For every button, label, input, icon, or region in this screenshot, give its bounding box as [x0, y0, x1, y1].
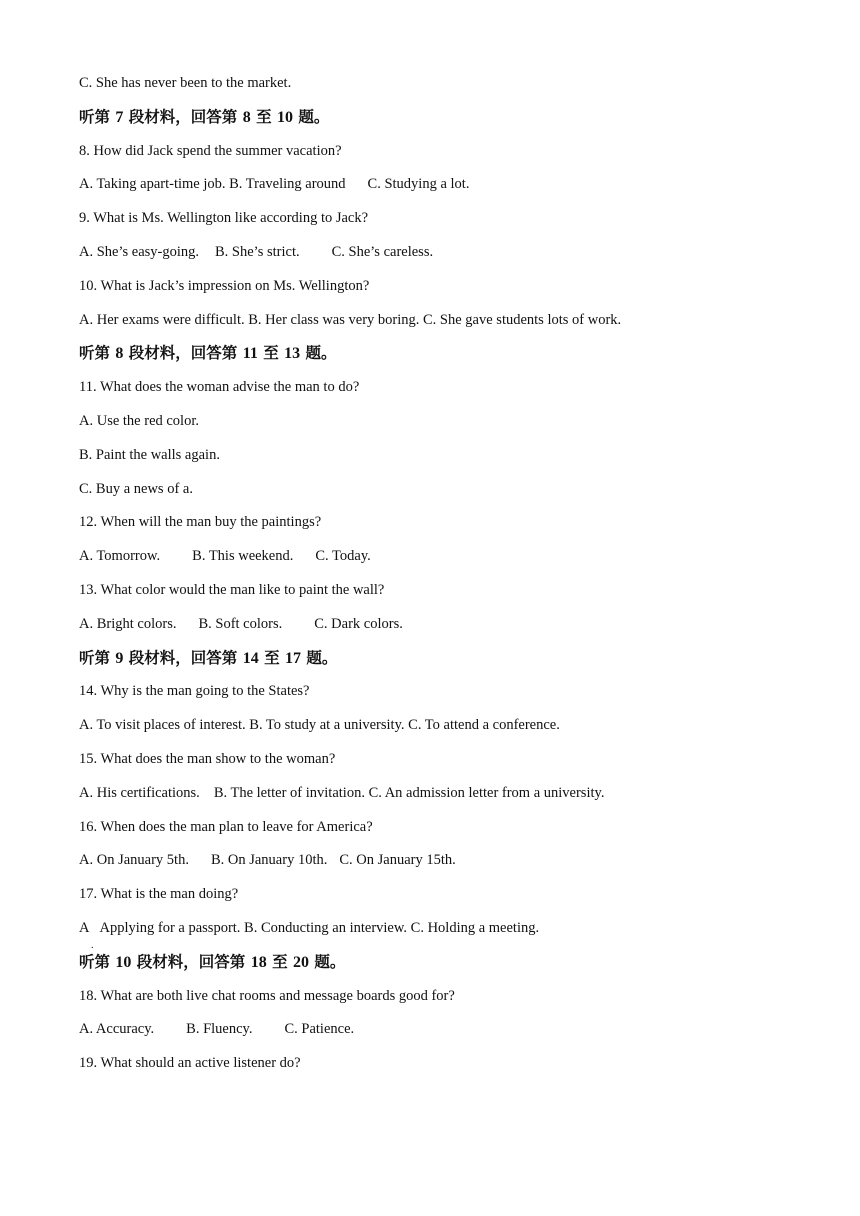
option-a: A. Bright colors.	[79, 615, 177, 632]
option-c: C. She’s careless.	[331, 243, 434, 260]
options-14: A. To visit places of interest. B. To study at a university. C. To attend a conference.	[79, 717, 560, 734]
section-heading-8: 听第 8 段材料，回答第 11 至 13 题。	[79, 344, 337, 363]
section-heading-9: 听第 9 段材料，回答第 14 至 17 题。	[79, 648, 338, 667]
question-17: 17. What is the man doing?	[79, 886, 239, 903]
options-13	[79, 613, 819, 647]
question-8: 8. How did Jack spend the summer vacation?	[79, 142, 342, 159]
option-c: C. Patience.	[284, 1021, 355, 1038]
options-10: A. Her exams were difficult. B. Her class was very boring. C. She gave students lots of work.	[79, 311, 622, 328]
option-a: A. On January 5th.	[79, 852, 189, 869]
option-b: B. Fluency.	[186, 1021, 253, 1038]
section-heading-10: 听第 10 段材料，回答第 18 至 20 题。	[79, 952, 346, 971]
options-17	[79, 917, 819, 951]
option-11-a: A. Use the red color.	[79, 412, 199, 429]
question-14: 14. Why is the man going to the States?	[79, 683, 310, 700]
question-13: 13. What color would the man like to paint the wall?	[79, 581, 385, 598]
option-line: C. She has never been to the market.	[79, 75, 292, 91]
option-a: A. His certifications.	[79, 784, 200, 801]
option-b: B. Soft colors.	[198, 615, 283, 632]
option-a-b-c: Applying for a passport. B. Conducting an interview. C. Holding a meeting.	[99, 919, 540, 936]
option-c: C. On January 15th.	[339, 852, 456, 869]
option-c: C. Today.	[315, 548, 371, 565]
section-heading-7: 听第 7 段材料，回答第 8 至 10 题。	[79, 107, 330, 126]
document-page	[79, 72, 819, 1086]
option-c: C. Dark colors.	[314, 615, 403, 632]
option-b: B. On January 10th.	[210, 852, 328, 869]
options-12	[79, 545, 819, 579]
option-b: B. She’s strict.	[215, 243, 300, 260]
option-b-c: B. The letter of invitation. C. An admission letter from a university.	[213, 784, 605, 801]
question-19: 19. What should an active listener do?	[79, 1055, 301, 1072]
option-a-letter: A	[79, 919, 90, 936]
question-12: 12. When will the man buy the paintings?	[79, 514, 322, 531]
question-11: 11. What does the woman advise the man to do?	[79, 379, 360, 396]
option-b: B. This weekend.	[192, 548, 294, 565]
options-16	[79, 849, 819, 883]
question-9: 9. What is Ms. Wellington like according to Jack?	[79, 210, 369, 227]
question-15: 15. What does the man show to the woman?	[79, 750, 336, 767]
option-11-c: C. Buy a news of a.	[79, 480, 193, 497]
option-a: A. Accuracy.	[79, 1021, 155, 1038]
question-10: 10. What is Jack’s impression on Ms. Wellington?	[79, 277, 370, 294]
options-8	[79, 173, 819, 207]
option-c: C. Studying a lot.	[367, 176, 470, 193]
options-9	[79, 241, 819, 275]
stray-dot: .	[91, 939, 94, 951]
options-18	[79, 1018, 819, 1052]
option-11-b: B. Paint the walls again.	[79, 446, 220, 463]
question-16: 16. When does the man plan to leave for America?	[79, 818, 373, 835]
question-18: 18. What are both live chat rooms and message boards good for?	[79, 987, 455, 1004]
option-a: A. She’s easy-going.	[79, 243, 200, 260]
options-15	[79, 782, 819, 816]
option-a: A. Tomorrow.	[79, 548, 161, 565]
option-a-b: A. Taking apart-time job. B. Traveling around	[79, 176, 346, 193]
